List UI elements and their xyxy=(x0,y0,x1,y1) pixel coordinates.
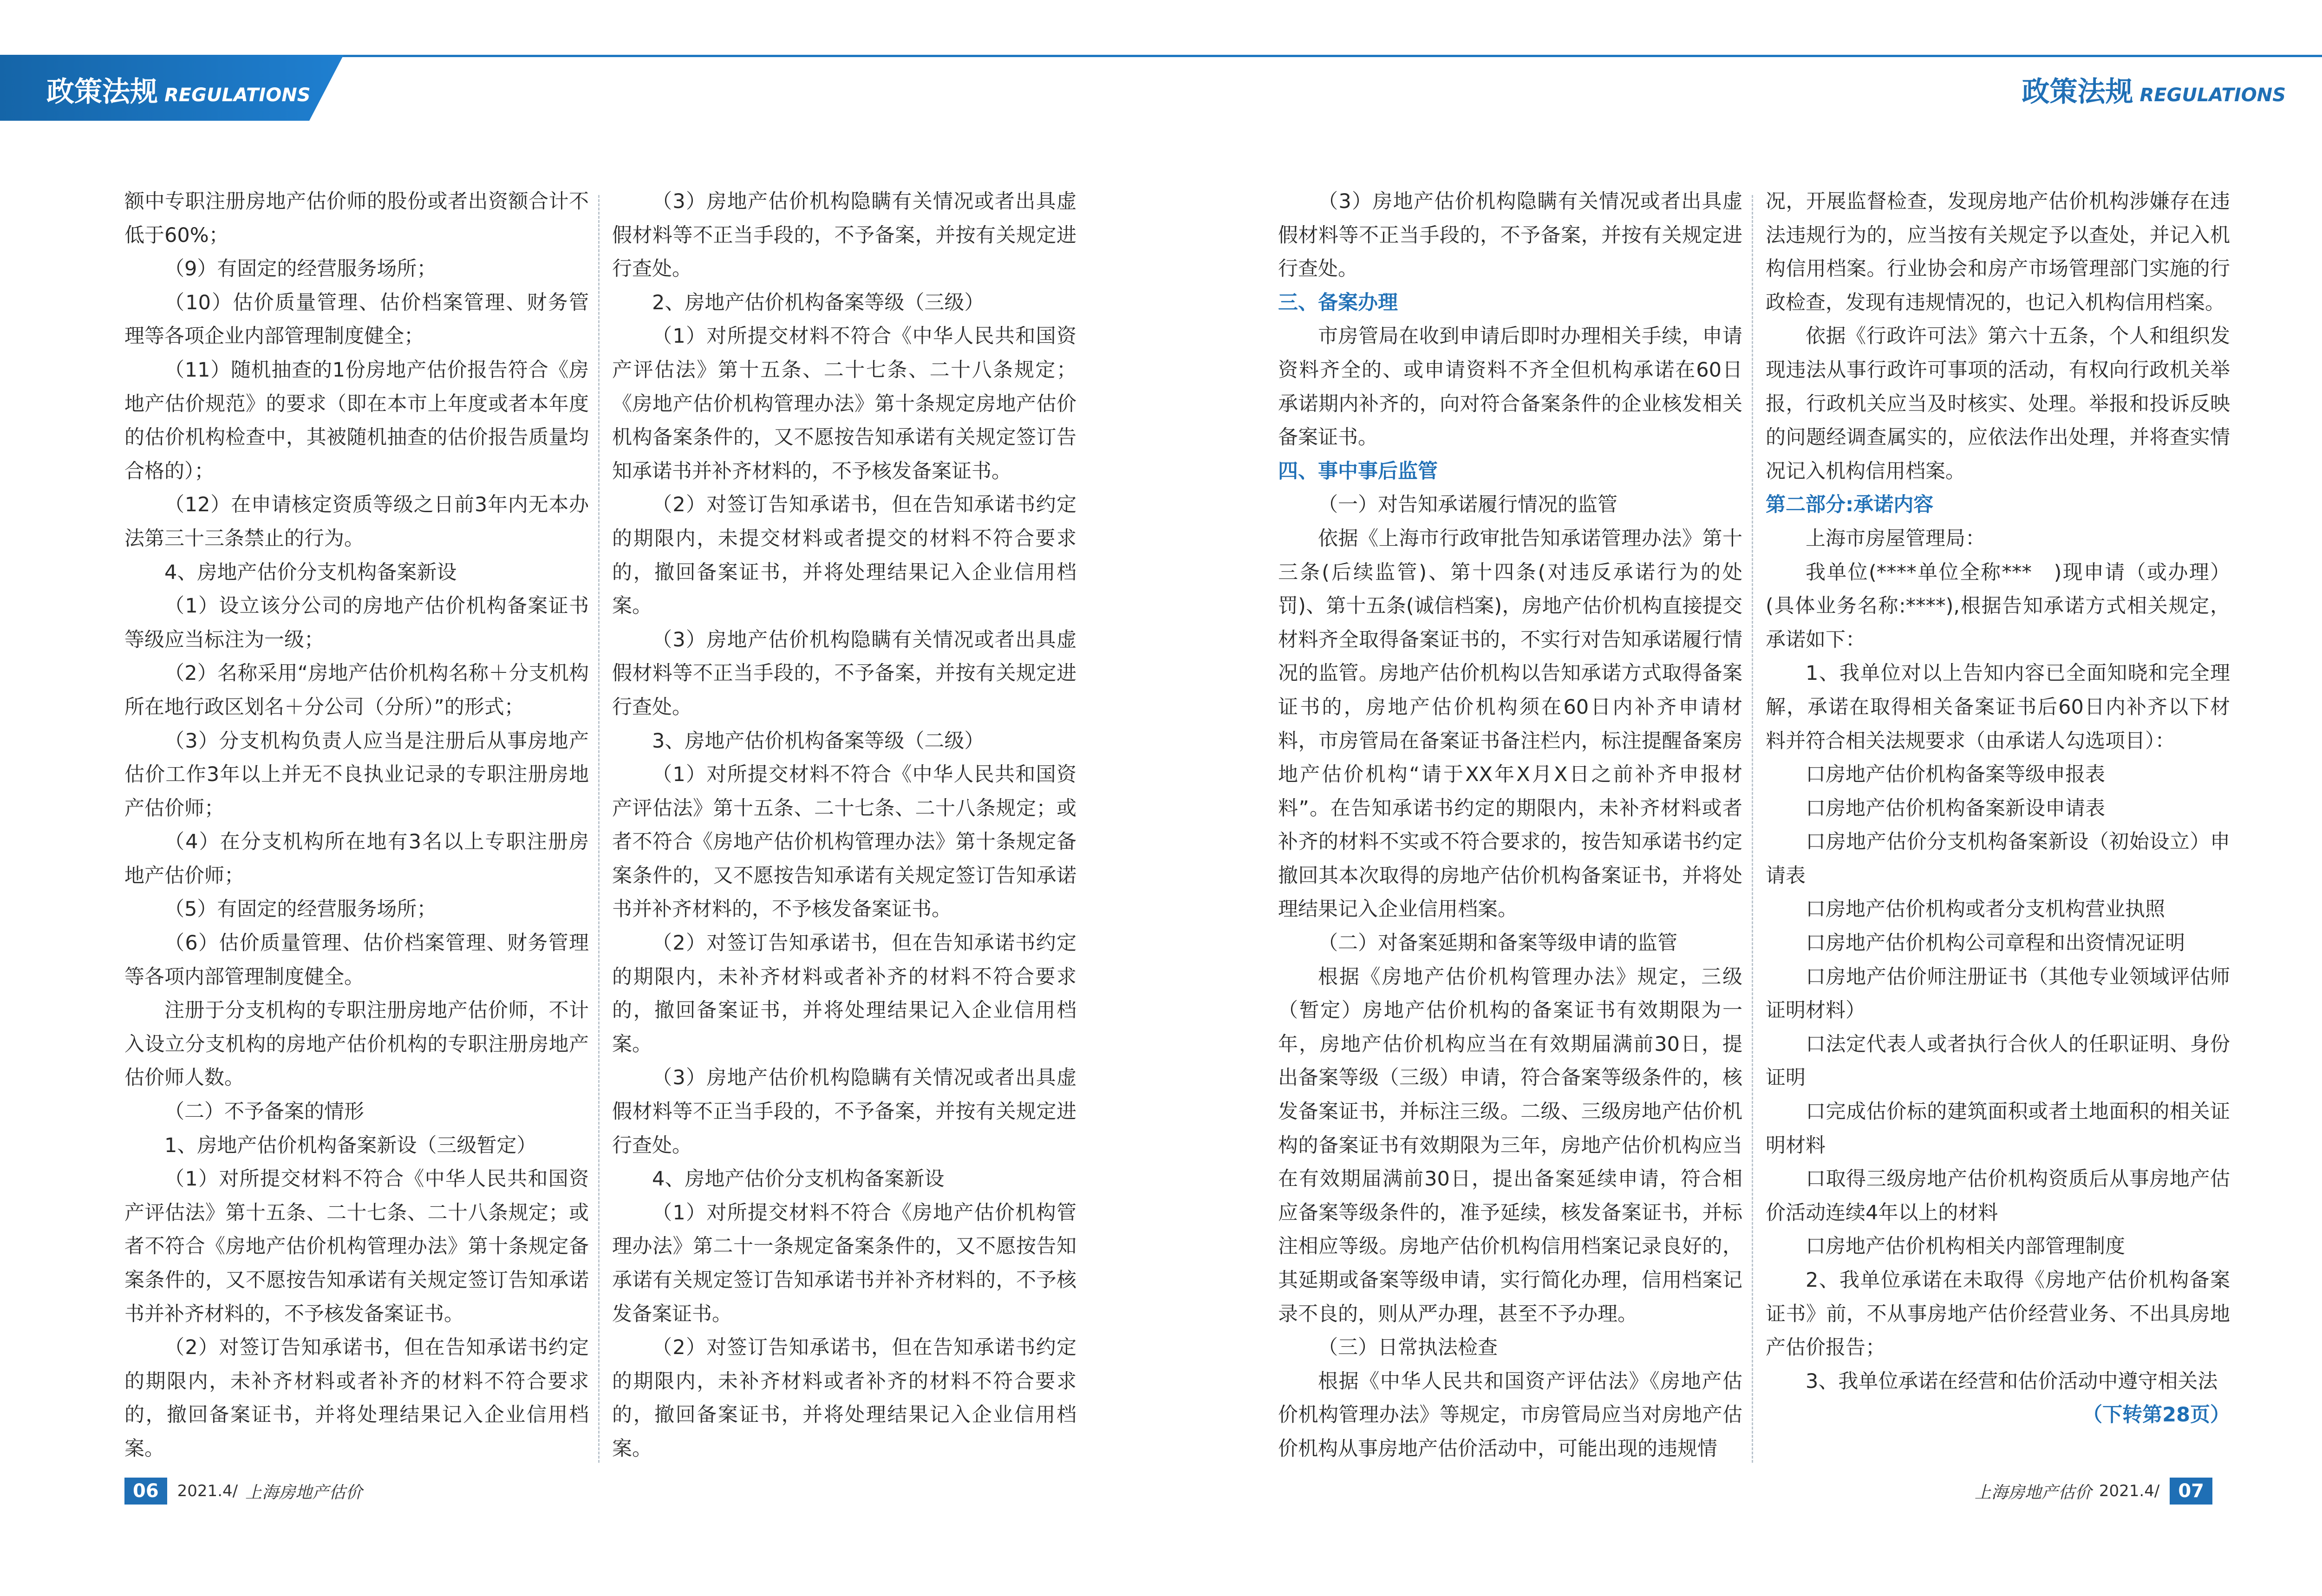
section-title-cn: 政策法规 xyxy=(46,76,158,108)
paragraph: 1、我单位对以上告知内容已全面知晓和完全理解，承诺在取得相关备案证书后60日内补齐以下材料并符合相关法规要求（由承诺人勾选项目）： xyxy=(1766,662,2230,753)
paragraph: 根据《中华人民共和国资产评估法》《房地产估价机构管理办法》等规定，市房管局应当对房地产估价机构从事房地产估价活动中，可能出现的违规情 xyxy=(1278,1369,1742,1460)
checklist-item: 口房地产估价机构或者分支机构营业执照 xyxy=(1806,898,2165,921)
paragraph: （10）估价质量管理、估价档案管理、财务管理等各项企业内部管理制度健全； xyxy=(124,291,589,348)
paragraph: 我单位(****单位全称*** )现申请（或办理）(具体业务名称:****),根据告知承诺方式相关规定，承诺如下： xyxy=(1766,560,2230,651)
paragraph: 注册于分支机构的专职注册房地产估价师，不计入设立分支机构的房地产估价机构的专职注册房地产估价师人数。 xyxy=(124,999,589,1090)
magazine-logo: 上海房地产估价 xyxy=(1974,1483,2092,1502)
issue-label: 2021.4/ xyxy=(2099,1482,2160,1500)
paragraph: （4）在分支机构所在地有3名以上专职注册房地产估价师； xyxy=(124,830,589,887)
paragraph: （12）在申请核定资质等级之日前3年内无本办法第三十三条禁止的行为。 xyxy=(124,493,589,550)
paragraph: （6）估价质量管理、估价档案管理、财务管理等各项内部管理制度健全。 xyxy=(124,932,589,989)
checklist-item: 口房地产估价机构备案等级申报表 xyxy=(1806,763,2105,787)
paragraph: （1）对所提交材料不符合《中华人民共和国资产评估法》第十五条、二十七条、二十八条规定；或者不符合《房地产估价机构管理办法》第十条规定备案条件的，又不愿按告知承诺有关规定签订告知承诺书并补齐材料的，不予核发备案证书。 xyxy=(612,763,1076,921)
paragraph: （二）不予备案的情形 xyxy=(164,1100,364,1124)
footer-right xyxy=(1967,1478,2212,1505)
section-header-right xyxy=(2022,70,2286,110)
paragraph: （2）对签订告知承诺书，但在告知承诺书约定的期限内，未提交材料或者提交的材料不符合要求的，撤回备案证书，并将处理结果记入企业信用档案。 xyxy=(612,493,1076,618)
paragraph: 市房管局在收到申请后即时办理相关手续，申请资料齐全的、或申请资料不齐全但机构承诺在60日承诺期内补齐的，向对符合备案条件的企业核发相关备案证书。 xyxy=(1278,325,1742,449)
section-title-cn: 政策法规 xyxy=(2022,76,2133,108)
checklist-item: 口房地产估价分支机构备案新设（初始设立）申请表 xyxy=(1766,830,2230,887)
header-rule xyxy=(0,55,2322,57)
paragraph: （9）有固定的经营服务场所； xyxy=(164,257,437,281)
text-column-1 xyxy=(124,185,589,1466)
paragraph: （3）房地产估价机构隐瞒有关情况或者出具虚假材料等不正当手段的，不予备案，并按有关规定进行查处。 xyxy=(612,1066,1076,1157)
paragraph: （2）对签订告知承诺书，但在告知承诺书约定的期限内，未补齐材料或者补齐的材料不符合要求的，撤回备案证书，并将处理结果记入企业信用档案。 xyxy=(612,1336,1076,1460)
paragraph: 4、房地产估价分支机构备案新设 xyxy=(164,560,457,584)
section-heading: 第二部分:承诺内容 xyxy=(1766,493,1934,517)
checklist-item: 口房地产估价机构公司章程和出资情况证明 xyxy=(1806,932,2185,955)
paragraph: 2、房地产估价机构备案等级（三级） xyxy=(652,291,985,314)
paragraph: （2）对签订告知承诺书，但在告知承诺书约定的期限内，未补齐材料或者补齐的材料不符合要求的，撤回备案证书，并将处理结果记入企业信用档案。 xyxy=(612,932,1076,1056)
paragraph: （1）对所提交材料不符合《中华人民共和国资产评估法》第十五条、二十七条、二十八条规定；或者不符合《房地产估价机构管理办法》第十条规定备案条件的，又不愿按告知承诺有关规定签订告知承诺书并补齐材料的，不予核发备案证书。 xyxy=(124,1167,589,1326)
paragraph: （一）对告知承诺履行情况的监管 xyxy=(1318,493,1618,517)
paragraph: 根据《房地产估价机构管理办法》规定，三级（暂定）房地产估价机构的备案证书有效期限为一年，房地产估价机构应当在有效期届满前30日，提出备案等级（三级）申请，符合备案等级条件的，核发备案证书，并标注三级。二级、三级房地产估价机构的备案证书有效期限为三年，房地产估价机构应当在有效期届满前30日，提出备案延续申请，符合相应备案等级条件的，准予延续，核发备案证书，并标注相应等级。房地产估价机构信用档案记录良好的，其延期或备案等级申请，实行简化办理，信用档案记录不良的，则从严办理，甚至不予办理。 xyxy=(1278,965,1742,1326)
paragraph: （11）随机抽查的1份房地产估价报告符合《房地产估价规范》的要求（即在本市上年度或者本年度的估价机构检查中，其被随机抽查的估价报告质量均合格的）； xyxy=(124,358,589,483)
paragraph: 上海市房屋管理局： xyxy=(1806,527,1985,550)
paragraph: 况，开展监督检查，发现房地产估价机构涉嫌存在违法违规行为的，应当按有关规定予以查处，并记入机构信用档案。行业协会和房产市场管理部门实施的行政检查，发现有违规情况的，也记入机构信用档案。 xyxy=(1766,190,2230,314)
paragraph: （1）对所提交材料不符合《中华人民共和国资产评估法》第十五条、二十七条、二十八条规定；《房地产估价机构管理办法》第十条规定房地产估价机构备案条件的，又不愿按告知承诺有关规定签订告知承诺书并补齐材料的，不予核发备案证书。 xyxy=(612,325,1076,483)
paragraph: （二）对备案延期和备案等级申请的监管 xyxy=(1318,932,1677,955)
section-title-en: REGULATIONS xyxy=(164,85,311,106)
section-heading: 四、事中事后监管 xyxy=(1278,459,1438,483)
paragraph: 4、房地产估价分支机构备案新设 xyxy=(652,1167,945,1191)
paragraph: 3、房地产估价机构备案等级（二级） xyxy=(652,729,985,753)
paragraph: （3）房地产估价机构隐瞒有关情况或者出具虚假材料等不正当手段的，不予备案，并按有关规定进行查处。 xyxy=(1278,190,1742,281)
checklist-item: 口房地产估价师注册证书（其他专业领域评估师证明材料） xyxy=(1766,965,2230,1023)
checklist-item: 口房地产估价机构备案新设申请表 xyxy=(1806,796,2105,820)
continued-note: （下转第28页） xyxy=(2082,1403,2230,1427)
paragraph: （三）日常执法检查 xyxy=(1318,1336,1498,1360)
paragraph: 2、我单位承诺在未取得《房地产估价机构备案证书》前，不从事房地产估价经营业务、不出具房地产估价报告； xyxy=(1766,1269,2230,1360)
paragraph: 3、我单位承诺在经营和估价活动中遵守相关法 xyxy=(1806,1369,2218,1393)
checklist-item: 口房地产估价机构相关内部管理制度 xyxy=(1806,1235,2125,1258)
column-divider xyxy=(598,195,600,1463)
paragraph: （3）房地产估价机构隐瞒有关情况或者出具虚假材料等不正当手段的，不予备案，并按有关规定进行查处。 xyxy=(612,190,1076,281)
paragraph: （2）名称采用“房地产估价机构名称＋分支机构所在地行政区划名＋分公司（分所）”的形式； xyxy=(124,662,589,719)
text-column-3 xyxy=(1278,185,1742,1466)
checklist-item: 口法定代表人或者执行合伙人的任职证明、身份证明 xyxy=(1766,1032,2230,1090)
footer-left xyxy=(124,1478,370,1505)
section-title-en: REGULATIONS xyxy=(2139,85,2286,106)
paragraph: （2）对签订告知承诺书，但在告知承诺书约定的期限内，未补齐材料或者补齐的材料不符合要求的，撤回备案证书，并将处理结果记入企业信用档案。 xyxy=(124,1336,589,1460)
paragraph: 依据《上海市行政审批告知承诺管理办法》第十三条(后续监管)、第十四条(对违反承诺行为的处罚)、第十五条(诚信档案)，房地产估价机构直接提交材料齐全取得备案证书的，不实行对告知承诺履行情况的监管。房地产估价机构以告知承诺方式取得备案证书的，房地产估价机构须在60日内补齐申请材料，市房管局在备案证书备注栏内，标注提醒备案房地产估价机构“请于XX年X月X日之前补齐申报材料”。在告知承诺书约定的期限内，未补齐材料或者补齐的材料不实或不符合要求的，按告知承诺书约定撤回其本次取得的房地产估价机构备案证书，并将处理结果记入企业信用档案。 xyxy=(1278,527,1742,921)
checklist-item: 口完成估价标的建筑面积或者土地面积的相关证明材料 xyxy=(1766,1100,2230,1157)
paragraph: （1）对所提交材料不符合《房地产估价机构管理办法》第二十一条规定备案条件的，又不愿按告知承诺有关规定签订告知承诺书并补齐材料的，不予核发备案证书。 xyxy=(612,1201,1076,1326)
section-header-left xyxy=(46,70,311,110)
paragraph: （3）分支机构负责人应当是注册后从事房地产估价工作3年以上并无不良执业记录的专职注册房地产估价师； xyxy=(124,729,589,820)
paragraph: （5）有固定的经营服务场所； xyxy=(164,898,437,921)
column-divider xyxy=(1752,195,1753,1463)
paragraph: 依据《行政许可法》第六十五条，个人和组织发现违法从事行政许可事项的活动，有权向行政机关举报，行政机关应当及时核实、处理。举报和投诉反映的问题经调查属实的，应依法作出处理，并将查实情况记入机构信用档案。 xyxy=(1766,325,2230,483)
paragraph: 1、房地产估价机构备案新设（三级暂定） xyxy=(164,1133,537,1157)
page-number-right: 07 xyxy=(2170,1478,2212,1505)
text-column-2 xyxy=(612,185,1076,1466)
issue-label: 2021.4/ xyxy=(177,1482,238,1500)
paragraph: （1）设立该分公司的房地产估价机构备案证书等级应当标注为一级； xyxy=(124,594,589,651)
checklist-item: 口取得三级房地产估价机构资质后从事房地产估价活动连续4年以上的材料 xyxy=(1766,1167,2230,1225)
page-number-left: 06 xyxy=(124,1478,167,1505)
magazine-logo: 上海房地产估价 xyxy=(245,1483,363,1502)
paragraph: （3）房地产估价机构隐瞒有关情况或者出具虚假材料等不正当手段的，不予备案，并按有关规定进行查处。 xyxy=(612,628,1076,719)
paragraph: 额中专职注册房地产估价师的股份或者出资额合计不低于60%； xyxy=(124,190,589,247)
section-heading: 三、备案办理 xyxy=(1278,291,1398,314)
text-column-4 xyxy=(1766,185,2230,1432)
